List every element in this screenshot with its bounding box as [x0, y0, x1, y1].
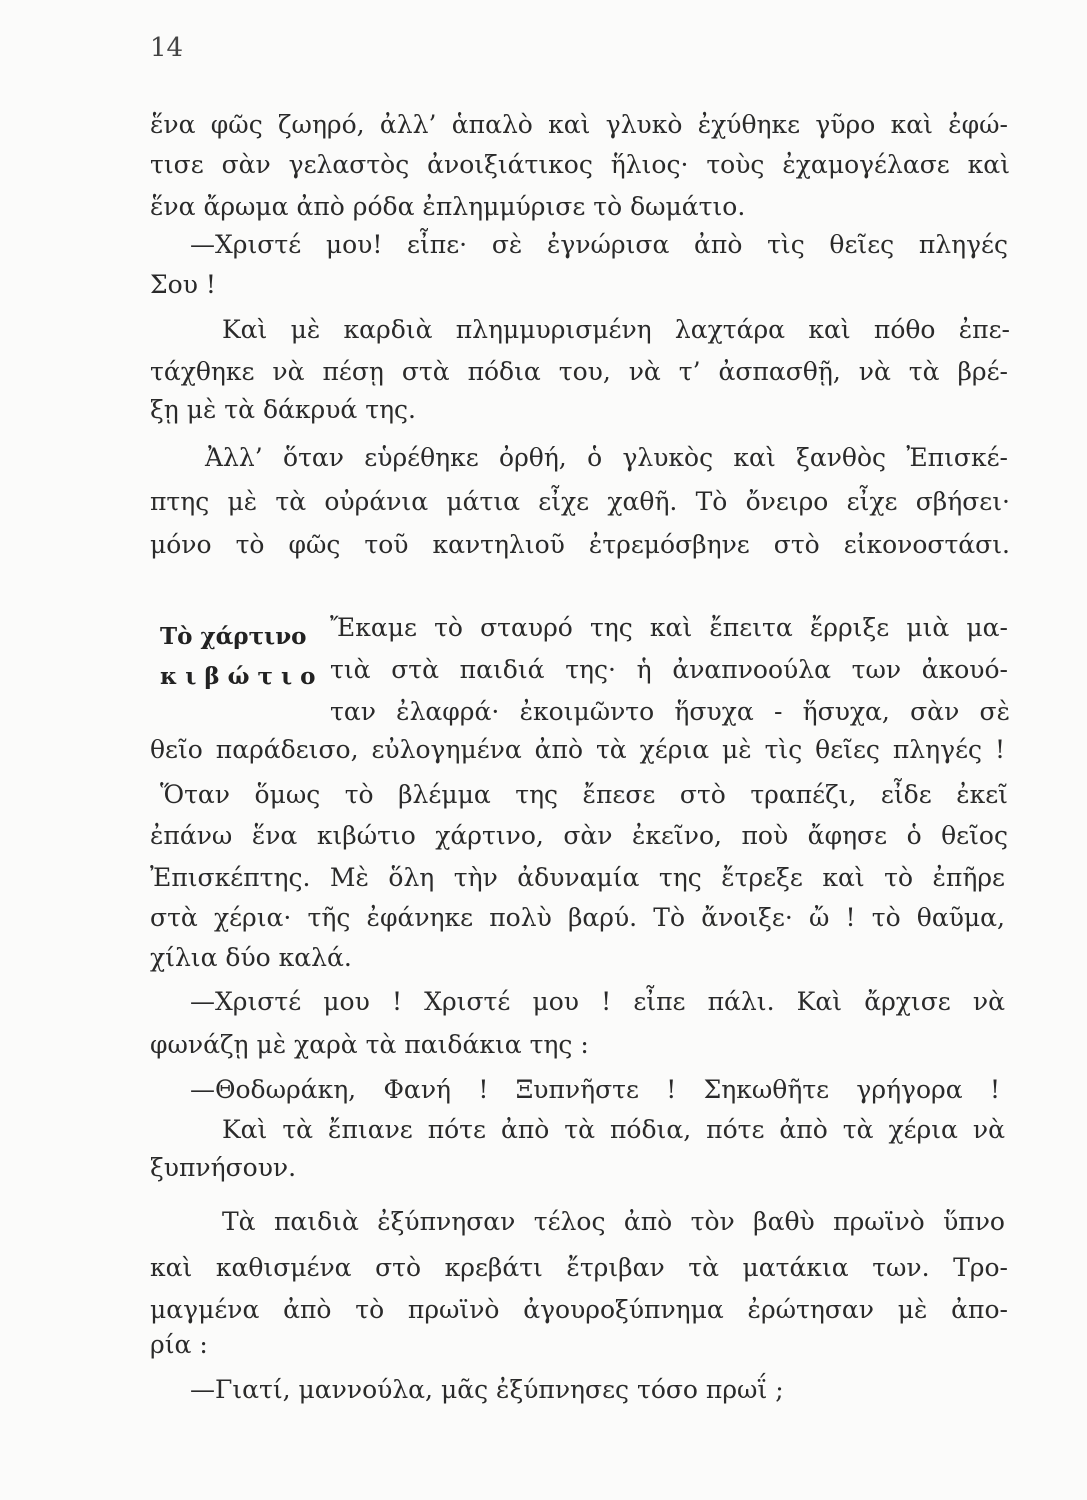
text-line: —Χριστέ μου ! Χριστέ μου ! εἶπε πάλι. Καὶ ἄρχισε νὰ	[190, 987, 1005, 1016]
text-line: φωνάζῃ μὲ χαρὰ τὰ παιδάκια της :	[150, 1030, 589, 1059]
text-line: τιὰ στὰ παιδιά της· ἡ ἀναπνοούλα των ἀκουό-	[330, 655, 1008, 684]
margin-heading-line: Τὸ χάρτινο	[160, 623, 307, 650]
text-line: Ἀλλ’ ὅταν εὑρέθηκε ὀρθή, ὁ γλυκὸς καὶ ξανθὸς Ἐπισκέ-	[205, 443, 1008, 472]
text-line: τάχθηκε νὰ πέσῃ στὰ πόδια του, νὰ τ’ ἀσπασθῇ, νὰ τὰ βρέ-	[150, 357, 1008, 386]
text-line: Ἐπισκέπτης. Μὲ ὅλη τὴν ἀδυναμία της ἔτρεξε καὶ τὸ ἐπῆρε	[150, 863, 1005, 892]
text-line: Ὅταν ὅμως τὸ βλέμμα της ἔπεσε στὸ τραπέζι, εἶδε ἐκεῖ	[160, 780, 1008, 809]
text-line: Καὶ τὰ ἔπιανε πότε ἀπὸ τὰ πόδια, πότε ἀπὸ τὰ χέρια νὰ	[222, 1115, 1005, 1144]
text-line: Καὶ μὲ καρδιὰ πλημμυρισμένη λαχτάρα καὶ πόθο ἐπε-	[222, 315, 1010, 344]
text-line: ταν ἐλαφρά· ἐκοιμῶντο ἥσυχα - ἥσυχα, σὰν σὲ	[330, 697, 1010, 726]
text-line: πτης μὲ τὰ οὐράνια μάτια εἶχε χαθῆ. Τὸ ὄνειρο εἶχε σβήσει·	[150, 487, 1010, 516]
text-line: ξῃ μὲ τὰ δάκρυά της.	[150, 395, 417, 424]
text-line: ἐπάνω ἕνα κιβώτιο χάρτινο, σὰν ἐκεῖνο, ποὺ ἄφησε ὁ θεῖος	[150, 821, 1008, 850]
page-number: 14	[150, 33, 184, 63]
text-line: ἕνα ἄρωμα ἀπὸ ρόδα ἐπλημμύρισε τὸ δωμάτιο.	[150, 192, 746, 221]
text-line: —Θοδωράκη, Φανή ! Ξυπνῆστε ! Σηκωθῆτε γρήγορα !	[190, 1075, 1000, 1104]
text-line: στὰ χέρια· τῆς ἐφάνηκε πολὺ βαρύ. Τὸ ἄνοιξε· ὤ ! τὸ θαῦμα,	[150, 903, 1005, 932]
text-line: μόνο τὸ φῶς τοῦ καντηλιοῦ ἐτρεμόσβηνε στὸ εἰκονοστάσι.	[150, 530, 1010, 559]
text-line: —Γιατί, μαννούλα, μᾶς ἐξύπνησες τόσο πρωΐ ;	[190, 1375, 784, 1404]
text-line: Τὰ παιδιὰ ἐξύπνησαν τέλος ἀπὸ τὸν βαθὺ πρωϊνὸ ὕπνο	[222, 1207, 1005, 1236]
text-line: τισε σὰν γελαστὸς ἀνοιξιάτικος ἥλιος· τοὺς ἐχαμογέλασε καὶ	[150, 150, 1010, 179]
text-line: —Χριστέ μου! εἶπε· σὲ ἐγνώρισα ἀπὸ τὶς θεῖες πληγές	[190, 230, 1008, 259]
text-line: ἕνα φῶς ζωηρό, ἀλλ’ ἁπαλὸ καὶ γλυκὸ ἐχύθηκε γῦρο καὶ ἐφώ-	[150, 110, 1008, 139]
text-line: θεῖο παράδεισο, εὐλογημένα ἀπὸ τὰ χέρια μὲ τὶς θεῖες πληγές !	[150, 735, 1005, 764]
text-line: μαγμένα ἀπὸ τὸ πρωϊνὸ ἀγουροξύπνημα ἐρώτησαν μὲ ἀπο-	[150, 1295, 1008, 1324]
text-line: Ἔκαμε τὸ σταυρό της καὶ ἔπειτα ἔρριξε μιὰ μα-	[330, 613, 1008, 642]
text-line: χίλια δύο καλά.	[150, 943, 352, 972]
text-line: Σου !	[150, 270, 216, 299]
text-line: ρία :	[150, 1330, 208, 1359]
text-line: καὶ καθισμένα στὸ κρεβάτι ἔτριβαν τὰ ματάκια των. Τρο-	[150, 1253, 1008, 1282]
text-line: ξυπνήσουν.	[150, 1153, 297, 1182]
margin-heading-line: κιβώτιο	[160, 663, 324, 690]
